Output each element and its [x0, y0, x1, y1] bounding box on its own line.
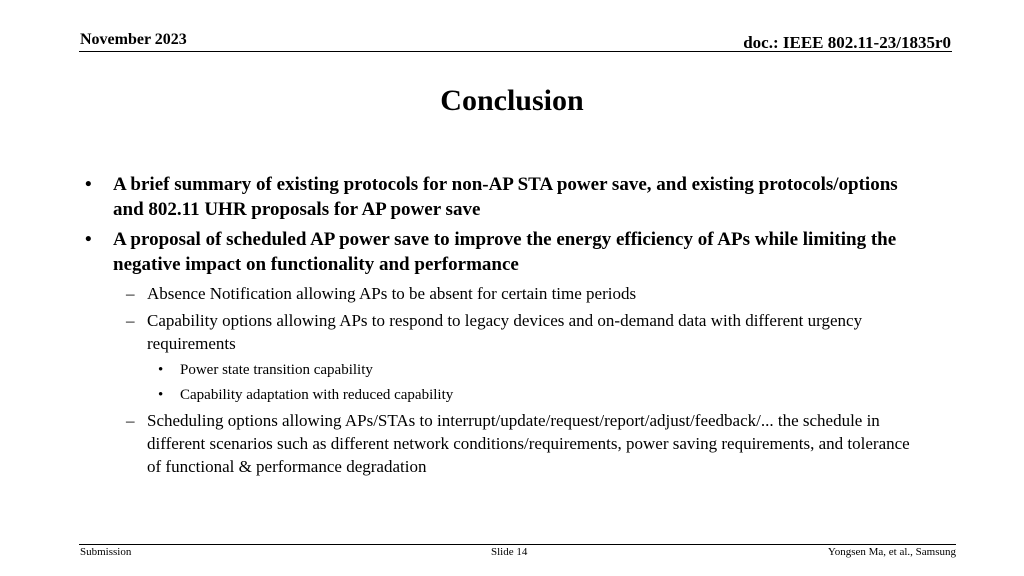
bullet-marker: • — [158, 387, 164, 403]
dash-marker: – — [126, 311, 135, 330]
header-divider — [79, 51, 952, 52]
bullet-marker: • — [85, 229, 92, 250]
footer-slide-number: Slide 14 — [491, 546, 528, 558]
header-doc-id: doc.: IEEE 802.11-23/1835r0 — [743, 33, 951, 52]
footer-authors: Yongsen Ma, et al., Samsung — [827, 546, 956, 558]
sub-item — [80, 309, 910, 355]
sub-item — [80, 282, 910, 305]
sub-sub-item — [80, 360, 910, 380]
bullet-marker: • — [158, 362, 164, 378]
footer-submission: Submission — [80, 546, 132, 558]
bullet-marker: • — [85, 174, 92, 195]
sub-sub-item — [80, 385, 910, 405]
sub-item — [80, 409, 910, 478]
sub-item-text: Scheduling options allowing APs/STAs to interrupt/update/request/report/adjust/feedback/... the schedule in different scenarios such as different network conditions/requirements, power saving requirements, and tolerance of functional & performance degradation — [147, 411, 910, 476]
bullet-item — [80, 172, 910, 222]
footer-divider — [79, 544, 956, 545]
slide-body — [80, 172, 910, 478]
bullet-item — [80, 227, 910, 277]
sub-sub-item-text: Capability adaptation with reduced capability — [180, 387, 454, 403]
slide-title: Conclusion — [440, 84, 584, 117]
sub-sub-item-text: Power state transition capability — [180, 362, 373, 378]
dash-marker: – — [126, 284, 135, 303]
sub-item-text: Absence Notification allowing APs to be absent for certain time periods — [147, 284, 637, 303]
dash-marker: – — [126, 411, 135, 430]
header-date: November 2023 — [80, 31, 187, 48]
sub-item-text: Capability options allowing APs to respond to legacy devices and on-demand data with different urgency requirements — [147, 311, 863, 353]
bullet-text: A proposal of scheduled AP power save to improve the energy efficiency of APs while limiting the negative impact on functionality and performance — [113, 229, 897, 275]
bullet-text: A brief summary of existing protocols for non-AP STA power save, and existing protocols/options and 802.11 UHR proposals for AP power save — [113, 174, 898, 220]
